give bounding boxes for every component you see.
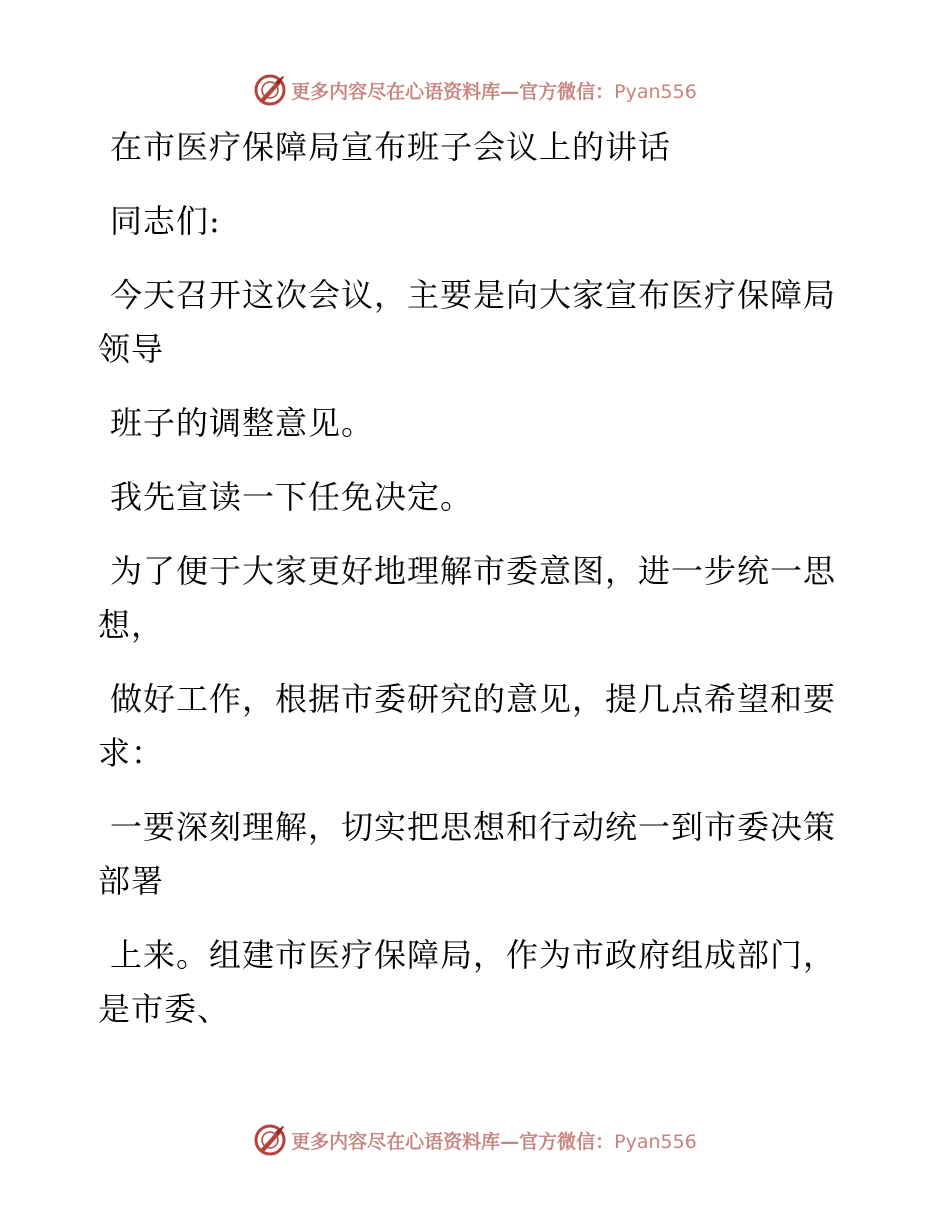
paragraph: 同志们: xyxy=(110,202,221,240)
document-body xyxy=(98,120,838,1056)
header-banner-text: 更多内容尽在心语资料库—官方微信：Pyan556 xyxy=(291,80,697,103)
paragraph: 我先宣读一下任免决定。 xyxy=(110,478,474,516)
footer-wechat-id: Pyan556 xyxy=(614,1130,697,1153)
paragraph: 班子的调整意见。 xyxy=(110,404,375,442)
paragraph: 今天召开这次会议，主要是向大家宣布医疗保障局领导 xyxy=(98,276,837,368)
header-wechat-id: Pyan556 xyxy=(614,80,697,103)
header-banner xyxy=(0,70,950,110)
paragraph: 上来。组建市医疗保障局，作为市政府组成部门，是市委、 xyxy=(98,936,837,1028)
quill-logo-icon xyxy=(253,73,287,107)
paragraph: 一要深刻理解，切实把思想和行动统一到市委决策部署 xyxy=(98,808,837,900)
footer-banner xyxy=(0,1120,950,1160)
paragraph: 做好工作，根据市委研究的意见，提几点希望和要求： xyxy=(98,680,837,772)
quill-logo-icon xyxy=(253,1123,287,1157)
footer-banner-text: 更多内容尽在心语资料库—官方微信：Pyan556 xyxy=(291,1130,697,1153)
paragraph: 为了便于大家更好地理解市委意图，进一步统一思想， xyxy=(98,552,837,644)
document-title: 在市医疗保障局宣布班子会议上的讲话 xyxy=(110,128,672,166)
